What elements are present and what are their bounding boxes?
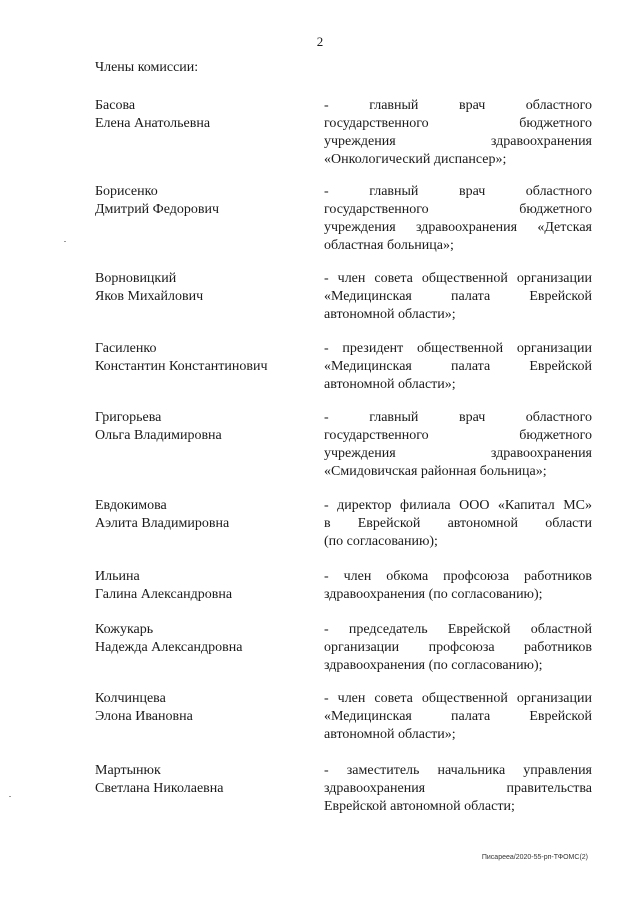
role-line: (по согласованию); xyxy=(324,534,438,549)
member-name xyxy=(95,183,310,219)
member-role xyxy=(324,690,592,744)
member-role xyxy=(324,621,592,675)
member-entry xyxy=(95,340,595,420)
role-line: - заместитель начальника управления xyxy=(324,763,592,778)
member-entry xyxy=(95,497,595,577)
role-line: автономной области»; xyxy=(324,377,456,392)
member-name xyxy=(95,97,310,133)
member-surname: Басова xyxy=(95,98,136,113)
member-given-names: Светлана Николаевна xyxy=(95,781,224,796)
member-given-names: Аэлита Владимировна xyxy=(95,516,230,531)
member-role xyxy=(324,762,592,816)
section-title: Члены комиссии: xyxy=(95,60,199,75)
member-role xyxy=(324,183,592,255)
member-name xyxy=(95,340,310,376)
role-line: «Онкологический диспансер»; xyxy=(324,152,507,167)
role-line: - председатель Еврейской областной xyxy=(324,622,592,637)
member-surname: Колчинцева xyxy=(95,691,166,706)
role-line: - член совета общественной организации xyxy=(324,271,592,286)
member-entry xyxy=(95,621,595,701)
role-line: государственного бюджетного xyxy=(324,116,592,131)
role-line: - президент общественной организации xyxy=(324,341,592,356)
member-role xyxy=(324,97,592,169)
role-line: - главный врач областного xyxy=(324,410,592,425)
member-entry xyxy=(95,762,595,842)
member-surname: Евдокимова xyxy=(95,498,167,513)
role-line: организации профсоюза работников xyxy=(324,640,592,655)
member-surname: Ильина xyxy=(95,569,140,584)
member-given-names: Надежда Александровна xyxy=(95,640,243,655)
role-line: учреждения здравоохранения xyxy=(324,446,592,461)
role-line: Еврейской автономной области; xyxy=(324,799,515,814)
role-line: - директор филиала ООО «Капитал МС» xyxy=(324,498,592,513)
role-line: государственного бюджетного xyxy=(324,202,592,217)
member-surname: Мартынюк xyxy=(95,763,161,778)
member-name xyxy=(95,409,310,445)
role-line: «Медицинская палата Еврейской xyxy=(324,289,592,304)
role-line: - главный врач областного xyxy=(324,98,592,113)
role-line: областная больница»; xyxy=(324,238,454,253)
member-surname: Григорьева xyxy=(95,410,162,425)
role-line: здравоохранения (по согласованию); xyxy=(324,658,543,673)
document-code: Писареeа/2020-55-рп-ТФОМС(2) xyxy=(481,854,588,861)
role-line: учреждения здравоохранения «Детская xyxy=(324,220,592,235)
role-line: - член обкома профсоюза работников xyxy=(324,569,592,584)
member-name xyxy=(95,690,310,726)
member-given-names: Елена Анатольевна xyxy=(95,116,211,131)
scan-speck xyxy=(9,796,11,797)
member-role xyxy=(324,568,592,604)
member-role xyxy=(324,497,592,551)
scan-speck xyxy=(64,241,66,242)
role-line: - член совета общественной организации xyxy=(324,691,592,706)
member-entry xyxy=(95,270,595,350)
member-given-names: Элона Ивановна xyxy=(95,709,193,724)
member-given-names: Константин Константинович xyxy=(95,359,268,374)
member-surname: Гасиленко xyxy=(95,341,157,356)
role-line: в Еврейской автономной области xyxy=(324,516,592,531)
role-line: «Медицинская палата Еврейской xyxy=(324,359,592,374)
member-surname: Борисенко xyxy=(95,184,158,199)
role-line: здравоохранения правительства xyxy=(324,781,592,796)
member-given-names: Галина Александровна xyxy=(95,587,233,602)
member-given-names: Яков Михайлович xyxy=(95,289,204,304)
page-number: 2 xyxy=(316,34,324,49)
member-entry xyxy=(95,409,595,489)
member-name xyxy=(95,270,310,306)
member-name xyxy=(95,497,310,533)
role-line: автономной области»; xyxy=(324,307,456,322)
role-line: автономной области»; xyxy=(324,727,456,742)
member-entry xyxy=(95,97,595,177)
member-surname: Ворновицкий xyxy=(95,271,177,286)
member-role xyxy=(324,340,592,394)
role-line: «Медицинская палата Еврейской xyxy=(324,709,592,724)
role-line: - главный врач областного xyxy=(324,184,592,199)
member-entry xyxy=(95,183,595,263)
member-role xyxy=(324,409,592,481)
role-line: здравоохранения (по согласованию); xyxy=(324,587,543,602)
member-given-names: Дмитрий Федорович xyxy=(95,202,220,217)
member-entry xyxy=(95,690,595,770)
member-name xyxy=(95,621,310,657)
role-line: государственного бюджетного xyxy=(324,428,592,443)
member-name xyxy=(95,568,310,604)
member-name xyxy=(95,762,310,798)
role-line: учреждения здравоохранения xyxy=(324,134,592,149)
member-given-names: Ольга Владимировна xyxy=(95,428,222,443)
member-role xyxy=(324,270,592,324)
member-surname: Кожукарь xyxy=(95,622,154,637)
role-line: «Смидовичская районная больница»; xyxy=(324,464,547,479)
